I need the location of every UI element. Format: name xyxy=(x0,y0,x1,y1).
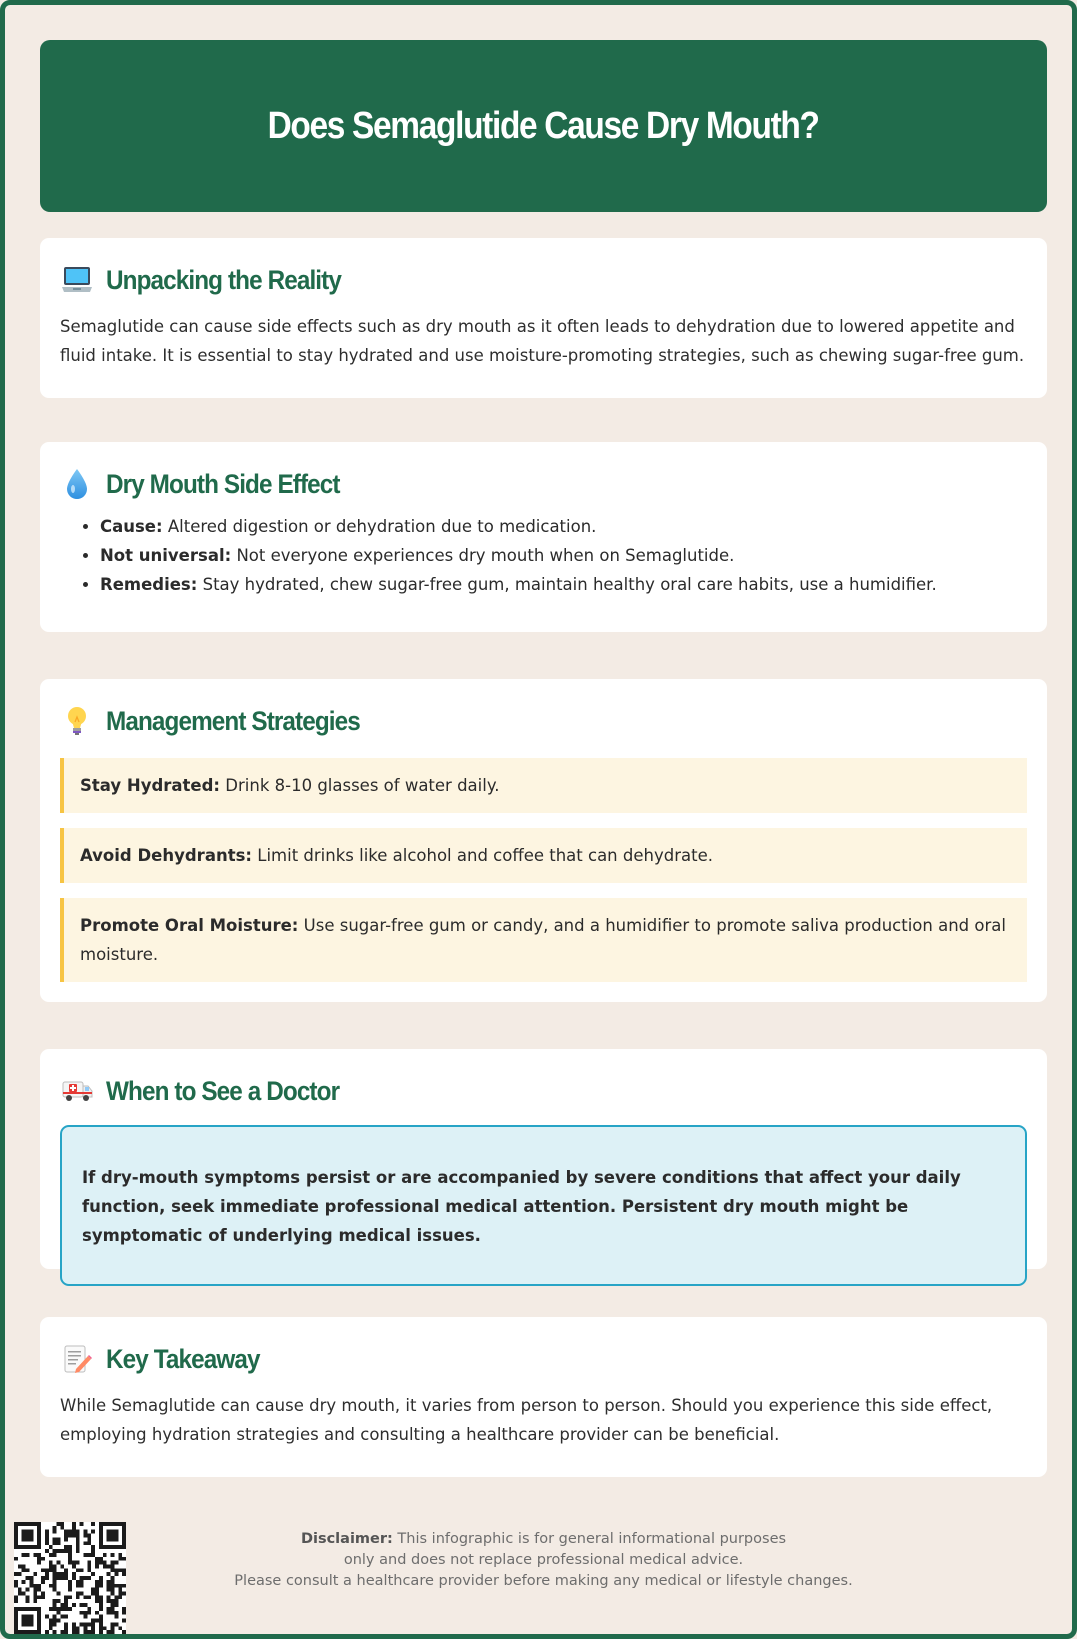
section-title: Key Takeaway xyxy=(106,1343,260,1374)
item-text: Stay hydrated, chew sugar-free gum, maintain healthy oral care habits, use a humidifier. xyxy=(197,575,937,594)
section-title: Unpacking the Reality xyxy=(106,264,341,295)
list-item xyxy=(100,541,1027,570)
section-title: Dry Mouth Side Effect xyxy=(106,468,340,499)
droplet-icon xyxy=(60,467,94,501)
doctor-alert-text: If dry-mouth symptoms persist or are accompanied by severe conditions that affect your daily function, seek immediate professional medical attention. Persistent dry mouth might be symptomatic of underlying medical issues. xyxy=(82,1168,961,1245)
memo-icon xyxy=(60,1342,94,1376)
disclaimer-line xyxy=(5,1529,1077,1550)
section-strategies xyxy=(40,679,1047,1002)
section-header xyxy=(60,1069,1027,1113)
section-takeaway xyxy=(40,1317,1047,1477)
list-item xyxy=(100,570,1027,599)
strategy-card xyxy=(60,758,1027,813)
section-header xyxy=(60,1337,1027,1381)
section-side-effect xyxy=(40,442,1047,632)
strategy-text: Use sugar-free gum or candy, and a humidifier to promote saliva production and oral moisture. xyxy=(80,916,1006,964)
disclaimer-line: Please consult a healthcare provider before making any medical or lifestyle changes. xyxy=(234,1573,853,1589)
side-effect-list xyxy=(60,512,1027,599)
strategy-label: Stay Hydrated: xyxy=(80,776,221,795)
strategy-text: Drink 8-10 glasses of water daily. xyxy=(220,776,500,795)
section-header xyxy=(60,258,1027,302)
strategy-text: Limit drinks like alcohol and coffee that can dehydrate. xyxy=(252,846,713,865)
item-label: Cause: xyxy=(100,517,163,536)
section-text: Semaglutide can cause side effects such as dry mouth as it often leads to dehydration due to lowered appetite and fluid intake. It is essential to stay hydrated and use moisture-promoting strategies, such as chewing sugar-free gum. xyxy=(60,317,1025,365)
section-title: Management Strategies xyxy=(106,705,360,736)
strategy-card xyxy=(60,898,1027,982)
doctor-alert-box xyxy=(60,1125,1027,1286)
disclaimer-label: Disclaimer: xyxy=(300,1531,393,1547)
section-doctor xyxy=(40,1049,1047,1269)
ambulance-icon xyxy=(60,1074,94,1108)
section-header xyxy=(60,462,1027,506)
item-label: Remedies: xyxy=(100,575,198,594)
section-title: When to See a Doctor xyxy=(106,1075,340,1106)
strategy-label: Promote Oral Moisture: xyxy=(80,916,299,935)
section-header xyxy=(60,699,1027,743)
disclaimer xyxy=(5,1529,1077,1592)
strategy-card xyxy=(60,828,1027,883)
lightbulb-icon xyxy=(60,704,94,738)
item-label: Not universal: xyxy=(100,546,232,565)
section-reality xyxy=(40,238,1047,398)
disclaimer-text: This infographic is for general informational purposes xyxy=(392,1531,787,1547)
qr-code[interactable] xyxy=(14,1522,126,1634)
strategy-label: Avoid Dehydrants: xyxy=(80,846,253,865)
page-title: Does Semaglutide Cause Dry Mouth? xyxy=(267,104,820,147)
page-header xyxy=(40,40,1047,212)
section-text: While Semaglutide can cause dry mouth, it varies from person to person. Should you experience this side effect, employing hydration strategies and consulting a healthcare provider can be beneficial. xyxy=(60,1396,993,1444)
disclaimer-line: only and does not replace professional medical advice. xyxy=(343,1552,744,1568)
list-item xyxy=(100,512,1027,541)
laptop-icon xyxy=(60,263,94,297)
item-text: Altered digestion or dehydration due to medication. xyxy=(162,517,597,536)
item-text: Not everyone experiences dry mouth when on Semaglutide. xyxy=(231,546,735,565)
